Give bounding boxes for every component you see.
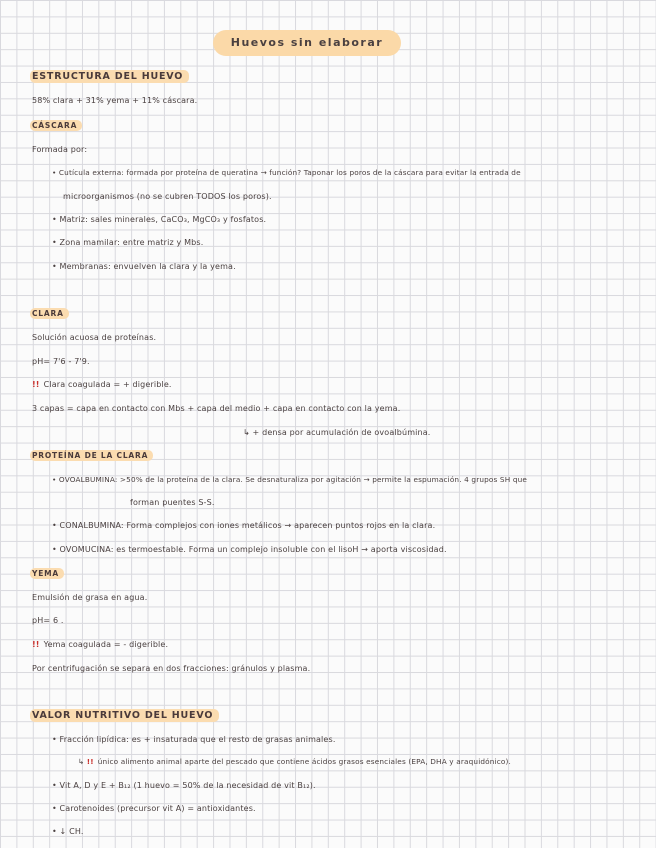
cascara-bullet-membranas: • Membranas: envuelven la clara y la yema. <box>52 262 236 271</box>
yema-line-2: pH= 6 . <box>32 616 64 625</box>
page-title: Huevos sin elaborar <box>213 30 401 56</box>
heading-yema: YEMA <box>30 568 64 579</box>
cascara-bullet-cuticula-cont: microorganismos (no se cubren TODOS los poros). <box>63 192 272 201</box>
composition-text: 58% clara + 31% yema + 11% cáscara. <box>32 96 198 105</box>
proteina-bullet-ovoalbumina: • OVOALBUMINA: >50% de la proteína de la clara. Se desnaturaliza por agitación → permite la espumación. 4 grupos SH que <box>52 475 528 484</box>
heading-estructura: ESTRUCTURA DEL HUEVO <box>30 70 189 83</box>
proteina-bullet-ovoalbumina-cont: forman puentes S-S. <box>130 498 215 507</box>
arrow-icon: ↳ <box>78 757 85 766</box>
valor-bullet-carotenoides: • Carotenoides (precursor vit A) = antioxidantes. <box>52 804 256 813</box>
heading-valor-nutritivo: VALOR NUTRITIVO DEL HUEVO <box>30 709 219 722</box>
yema-line-3: !! Yema coagulada = - digerible. <box>32 640 169 649</box>
heading-clara: CLARA <box>30 308 69 319</box>
proteina-bullet-conalbumina: • CONALBUMINA: Forma complejos con iones metálicos → aparecen puntos rojos en la clara. <box>52 521 436 530</box>
heading-proteina: PROTEÍNA DE LA CLARA <box>30 450 153 461</box>
important-mark: !! <box>86 757 94 766</box>
valor-bullet-ch: • ↓ CH. <box>52 827 84 836</box>
formed-by-text: Formada por: <box>32 145 88 154</box>
clara-line-1: Solución acuosa de proteínas. <box>32 333 157 342</box>
yema-line-4: Por centrifugación se separa en dos fracciones: gránulos y plasma. <box>32 664 311 673</box>
clara-line-5: ↳ + densa por acumulación de ovoalbúmina. <box>243 428 431 437</box>
clara-line-2: pH= 7'6 - 7'9. <box>32 357 90 366</box>
heading-cascara: CÁSCARA <box>30 120 82 131</box>
proteina-bullet-ovomucina: • OVOMUCINA: es termoestable. Forma un complejo insoluble con el lisoH → aporta viscosidad. <box>52 545 447 554</box>
yema-line-1: Emulsión de grasa en agua. <box>32 593 148 602</box>
cascara-bullet-matriz: • Matriz: sales minerales, CaCO₃, MgCO₃ y fosfatos. <box>52 215 267 224</box>
important-mark: !! <box>32 640 40 649</box>
clara-line-4: 3 capas = capa en contacto con Mbs + capa del medio + capa en contacto con la yema. <box>32 404 401 413</box>
clara-line-3: !! Clara coagulada = + digerible. <box>32 380 172 389</box>
important-mark: !! <box>32 380 40 389</box>
valor-bullet-lipidica: • Fracción lipídica: es + insaturada que el resto de grasas animales. <box>52 735 336 744</box>
valor-sub-bullet: ↳ !! único alimento animal aparte del pescado que contiene ácidos grasos esenciales (EPA, DHA y araquidónico). <box>78 757 511 766</box>
cascara-bullet-zona: • Zona mamilar: entre matriz y Mbs. <box>52 238 204 247</box>
cascara-bullet-cuticula: • Cutícula externa: formada por proteína de queratina → función? Taponar los poros de la cáscara para evitar la entrada de <box>52 168 521 177</box>
valor-bullet-vitaminas: • Vit A, D y E + B₁₂ (1 huevo = 50% de la necesidad de vit B₁₂). <box>52 781 316 790</box>
